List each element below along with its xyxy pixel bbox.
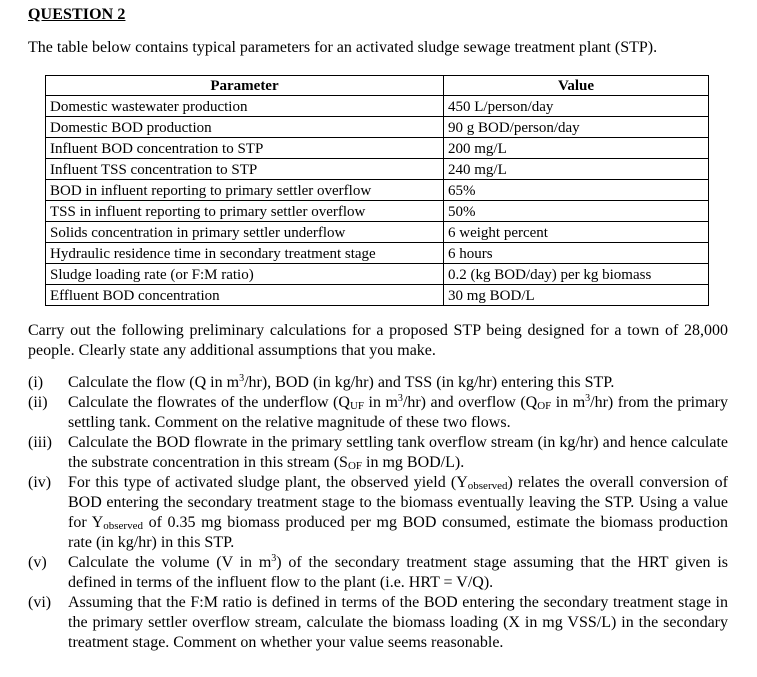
question-item: [28, 433, 728, 473]
parameter-cell: Effluent BOD concentration: [46, 285, 444, 306]
value-cell: 0.2 (kg BOD/day) per kg biomass: [444, 264, 709, 285]
value-cell: 6 hours: [444, 243, 709, 264]
question-text: Calculate the BOD flowrate in the primary settling tank overflow stream (in kg/hr) and hence calculate the substrate concentration in this stream ($S_{OF}$ in mg BOD/L).: [68, 434, 728, 472]
question-text: Assuming that the F:M ratio is defined in terms of the BOD entering the secondary treatment stage in the primary settler overflow stream, calculate the biomass loading (X in mg VSS/L) in the secondary treatment stage. Comment on whether your value seems reasonable.: [68, 594, 728, 651]
value-cell: 50%: [444, 201, 709, 222]
question-number: (ii): [28, 394, 48, 411]
question-item: [28, 593, 728, 653]
parameters-table: [45, 75, 709, 306]
parameter-cell: Domestic wastewater production: [46, 96, 444, 117]
question-number: (v): [28, 554, 47, 571]
question-number: (vi): [28, 594, 52, 611]
value-cell: 90 g BOD/person/day: [444, 117, 709, 138]
table-header-row: [46, 76, 709, 96]
table-row: [46, 243, 709, 264]
header-parameter: Parameter: [46, 76, 444, 96]
intro-text: The table below contains typical parameters for an activated sludge sewage treatment plant (STP).: [28, 39, 658, 56]
question-heading: QUESTION 2: [28, 6, 126, 23]
question-text: For this type of activated sludge plant, the observed yield $(Y_{observed})$ relates the overall conversion of BOD entering the secondary treatment stage to the biomass eventually leaving the STP. Using a value for $Y_{observed}$ of 0.35 mg biomass produced per mg BOD consumed, estimate the biomass production rate (in kg/hr) in this STP.: [68, 474, 729, 551]
question-number: (iv): [28, 474, 52, 491]
question-text: Calculate the flow (Q in $m^3/hr$), BOD (in kg/hr) and TSS (in kg/hr) entering this STP.: [68, 373, 615, 391]
parameter-cell: Influent TSS concentration to STP: [46, 159, 444, 180]
header-value: Value: [444, 76, 709, 96]
question-text: Calculate the flowrates of the underflow ($Q_{UF}$ in $m^3/hr$) and overflow ($Q_{OF}$ in $m^3/hr$) from the primary settling tank. Comment on the relative magnitude of these two flows.: [68, 393, 729, 431]
parameter-cell: Sludge loading rate (or F:M ratio): [46, 264, 444, 285]
value-cell: 450 L/person/day: [444, 96, 709, 117]
table-row: [46, 138, 709, 159]
question-item: [28, 393, 728, 433]
table-row: [46, 264, 709, 285]
instructions-paragraph: Carry out the following preliminary calculations for a proposed STP being designed for a town of 28,000 people. Clearly state any additional assumptions that you make.: [28, 322, 728, 359]
parameter-cell: Domestic BOD production: [46, 117, 444, 138]
question-item: [28, 553, 728, 593]
parameter-cell: Hydraulic residence time in secondary treatment stage: [46, 243, 444, 264]
table-row: [46, 180, 709, 201]
value-cell: 6 weight percent: [444, 222, 709, 243]
parameter-cell: Influent BOD concentration to STP: [46, 138, 444, 159]
table-row: [46, 117, 709, 138]
question-item: [28, 473, 728, 553]
table-row: [46, 201, 709, 222]
value-cell: 65%: [444, 180, 709, 201]
question-number: (iii): [28, 434, 52, 451]
question-item: [28, 373, 728, 393]
parameter-cell: Solids concentration in primary settler underflow: [46, 222, 444, 243]
value-cell: 240 mg/L: [444, 159, 709, 180]
value-cell: 200 mg/L: [444, 138, 709, 159]
table-row: [46, 285, 709, 306]
question-list: [28, 373, 728, 653]
parameter-cell: BOD in influent reporting to primary settler overflow: [46, 180, 444, 201]
parameter-cell: TSS in influent reporting to primary settler overflow: [46, 201, 444, 222]
question-text: Calculate the volume (V in $m^3$) of the secondary treatment stage assuming that the HRT given is defined in terms of the influent flow to the plant (i.e. HRT = V/Q).: [68, 553, 728, 591]
table-row: [46, 96, 709, 117]
table-row: [46, 222, 709, 243]
value-cell: 30 mg BOD/L: [444, 285, 709, 306]
question-number: (i): [28, 374, 44, 391]
table-row: [46, 159, 709, 180]
